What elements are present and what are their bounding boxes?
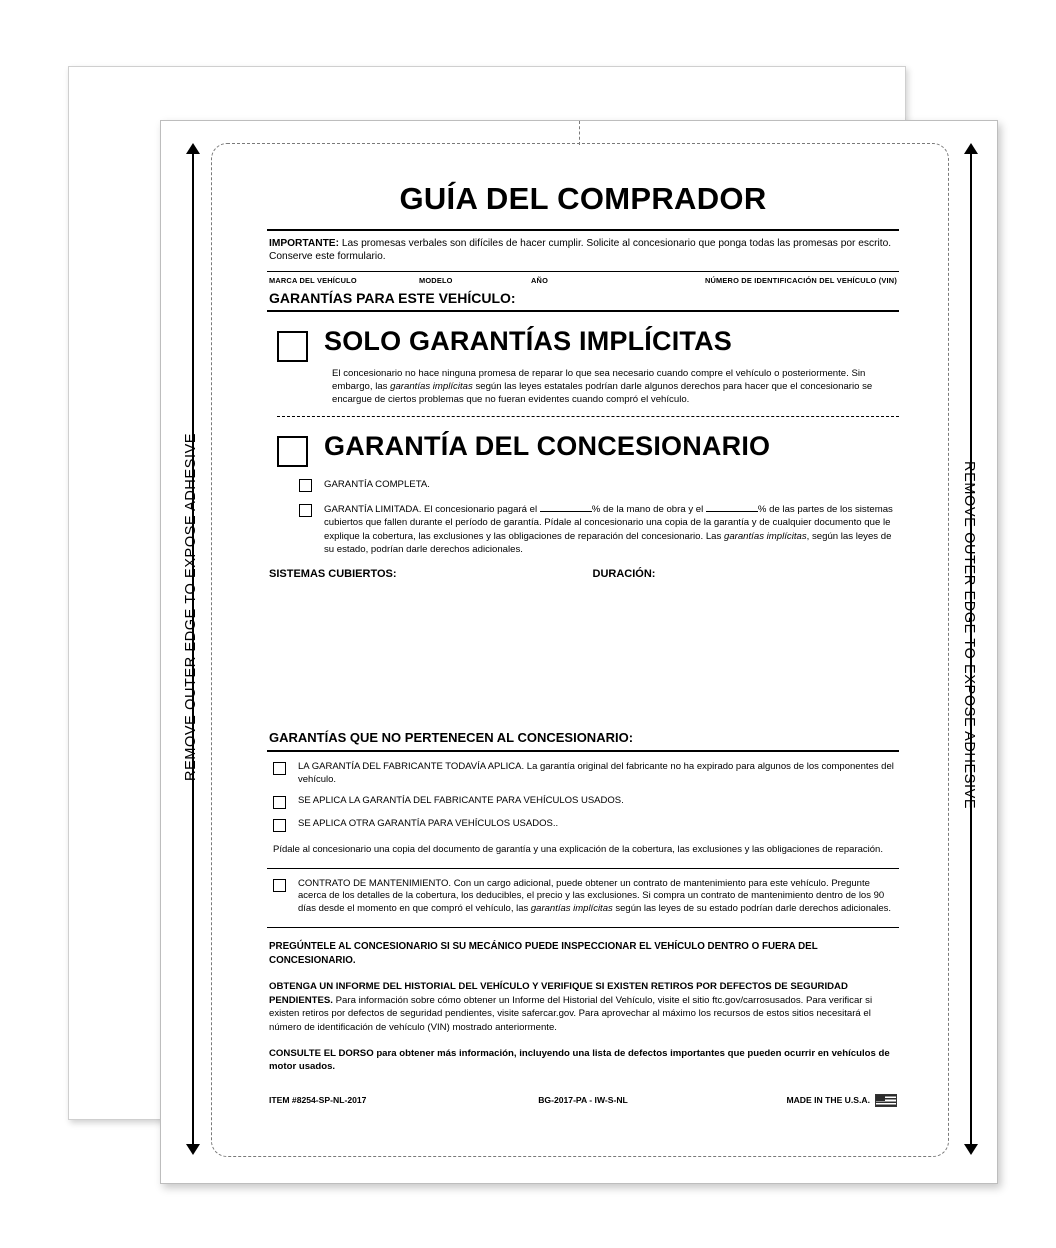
checkbox-service-contract[interactable] bbox=[273, 879, 286, 892]
divider bbox=[267, 750, 899, 752]
right-rail-label: REMOVE OUTER EDGE TO EXPOSE ADHESIVE bbox=[961, 461, 977, 810]
divider bbox=[267, 868, 899, 869]
perforation-tick bbox=[579, 121, 581, 145]
limited-text-2: % de la mano de obra y el bbox=[591, 504, 706, 516]
service-contract-item[interactable] bbox=[267, 878, 899, 917]
parts-percent-blank[interactable] bbox=[706, 511, 758, 512]
back-side-note bbox=[267, 1047, 899, 1074]
item-number: ITEM #8254-SP-NL-2017 bbox=[269, 1095, 367, 1106]
option-limited-warranty[interactable] bbox=[277, 503, 899, 555]
option-dealer-label: GARANTÍA DEL CONCESIONARIO bbox=[324, 431, 771, 462]
service-italic: garantías implícitas bbox=[530, 903, 613, 915]
checkbox-manufacturer-used-warranty[interactable] bbox=[273, 796, 286, 809]
label-year: AÑO bbox=[531, 275, 549, 285]
label-model: MODELO bbox=[419, 275, 453, 285]
limited-text-3: % de las partes de los sistemas cubiertos que fallen durante el período de garantía. Pídale al concesionario una copia de la garantía y de cualquier documento que le explique la cobertura, las exclusiones y las obligaciones de reparación del concesionario. Las bbox=[324, 504, 893, 542]
made-in-usa bbox=[687, 1094, 897, 1107]
non-dealer-warranties-heading: GARANTÍAS QUE NO PERTENECEN AL CONCESIONARIO: bbox=[269, 729, 634, 745]
service-text-2: según las leyes de su estado podrían darle derechos adicionales. bbox=[612, 903, 892, 915]
systems-covered-label: SISTEMAS CUBIERTOS: bbox=[269, 567, 397, 580]
limited-italic: garantías implícitas bbox=[723, 530, 807, 542]
arrow-down-icon bbox=[964, 1144, 978, 1155]
option-implied-description bbox=[277, 368, 899, 407]
divider bbox=[267, 927, 899, 928]
implied-text-1: El concesionario no hace ninguna promesa de reparar lo que sea necesario cuando compre el vehículo o posteriormente. Sin embargo, las bbox=[332, 367, 866, 392]
systems-duration-row bbox=[267, 568, 899, 580]
option-implied-label: SOLO GARANTÍAS IMPLÍCITAS bbox=[324, 325, 732, 356]
option-full-warranty[interactable] bbox=[277, 478, 899, 492]
footer bbox=[267, 1094, 899, 1107]
form-number: BG-2017-PA - IW-S-NL bbox=[538, 1095, 628, 1106]
history-note-rest: Para información sobre cómo obtener un Informe del Historial del Vehículo, visite el sitio ftc.gov/carrosusados. Para verificar si existen retiros por defectos de seguridad pendientes, visite safercar.gov. Para aprovechar al máximo los recursos de estos sitios necesitará el número de identificación de vehículo (VIN) mostrado anteriormente. bbox=[269, 994, 873, 1033]
arrow-down-icon bbox=[186, 1144, 200, 1155]
vehicle-history-note bbox=[267, 980, 899, 1034]
checkbox-manufacturer-warranty[interactable] bbox=[273, 762, 286, 775]
dashed-divider bbox=[277, 416, 899, 417]
warranties-heading: GARANTÍAS PARA ESTE VEHÍCULO: bbox=[269, 289, 516, 306]
back-note-bold: CONSULTE EL DORSO bbox=[269, 1047, 374, 1059]
limited-text-4: , según las leyes de su estado, podrían darle derechos adicionales. bbox=[324, 530, 892, 555]
checkbox-other-used-warranty[interactable] bbox=[273, 819, 286, 832]
limited-text-1: GARANTÍA LIMITADA. El concesionario pagará el bbox=[324, 504, 540, 516]
mechanic-inspection-note: PREGÚNTELE AL CONCESIONARIO SI SU MECÁNICO PUEDE INSPECCIONAR EL VEHÍCULO DENTRO O FUERA DEL CONCESIONARIO. bbox=[269, 941, 818, 966]
limited-warranty-text bbox=[324, 503, 899, 555]
systems-write-in-area[interactable] bbox=[267, 580, 899, 730]
list-item[interactable] bbox=[267, 795, 899, 809]
checkbox-dealer-warranty[interactable] bbox=[277, 436, 308, 467]
implied-italic: garantías implícitas bbox=[390, 380, 473, 392]
duration-label: DURACIÓN: bbox=[592, 567, 656, 580]
implied-text-2: según las leyes estatales podrían darle algunos derechos para hacer que el concesionario se encargue de ciertos problemas que no fueran evidentes cuando compró el vehículo. bbox=[332, 380, 873, 405]
important-notice bbox=[267, 231, 899, 271]
divider bbox=[267, 310, 899, 312]
important-label: IMPORTANTE: bbox=[269, 238, 339, 249]
usa-flag-icon bbox=[875, 1094, 897, 1107]
checkbox-full-warranty[interactable] bbox=[299, 479, 312, 492]
checkbox-implied-warranties[interactable] bbox=[277, 331, 308, 362]
item-label: LA GARANTÍA DEL FABRICANTE TODAVÍA APLICA. La garantía original del fabricante no ha expirado para algunos de los componentes del vehículo. bbox=[298, 760, 894, 785]
full-warranty-label: GARANTÍA COMPLETA. bbox=[324, 479, 430, 491]
list-item[interactable] bbox=[267, 761, 899, 787]
history-note-bold: OBTENGA UN INFORME DEL HISTORIAL DEL VEHÍCULO Y VERIFIQUE SI EXISTEN RETIROS POR DEFECTOS DE SEGURIDAD PENDIENTES. bbox=[269, 981, 848, 1006]
item-label: SE APLICA OTRA GARANTÍA PARA VEHÍCULOS USADOS.. bbox=[298, 818, 559, 830]
right-adhesive-rail bbox=[961, 143, 981, 1155]
page-title: GUÍA DEL COMPRADOR bbox=[399, 181, 767, 216]
label-make: MARCA DEL VEHÍCULO bbox=[269, 275, 357, 285]
buyers-guide-form bbox=[160, 120, 998, 1184]
list-item[interactable] bbox=[267, 818, 899, 832]
label-vin: NÚMERO DE IDENTIFICACIÓN DEL VEHÍCULO (VIN) bbox=[704, 275, 897, 285]
option-dealer-warranty[interactable] bbox=[277, 433, 899, 467]
copy-request-note: Pídale al concesionario una copia del documento de garantía y una explicación de la cobertura, las exclusiones y las obligaciones de reparación. bbox=[273, 844, 883, 856]
warranty-options bbox=[267, 325, 899, 556]
item-label: SE APLICA LA GARANTÍA DEL FABRICANTE PARA VEHÍCULOS USADOS. bbox=[298, 795, 624, 807]
service-contract-text bbox=[298, 878, 899, 917]
back-note-rest: para obtener más información, incluyendo una lista de defectos importantes que pueden ocurrir en vehículos de motor usados. bbox=[269, 1047, 890, 1073]
left-rail-label: REMOVE OUTER EDGE TO EXPOSE ADHESIVE bbox=[183, 432, 199, 781]
made-in-usa-label: MADE IN THE U.S.A. bbox=[786, 1095, 870, 1106]
checkbox-limited-warranty[interactable] bbox=[299, 504, 312, 517]
important-text: Las promesas verbales son difíciles de hacer cumplir. Solicite al concesionario que ponga todas las promesas por escrito. Conserve este formulario. bbox=[269, 238, 892, 263]
labor-percent-blank[interactable] bbox=[540, 511, 592, 512]
vehicle-field-labels bbox=[267, 272, 899, 287]
option-implied-warranties[interactable] bbox=[277, 325, 899, 362]
service-text-1: CONTRATO DE MANTENIMIENTO. Con un cargo adicional, puede obtener un contrato de mantenimiento para este vehículo. Pregunte acerca de los detalles de la cobertura, los deducibles, el precio y las exclusiones. Si compra un contrato de mantenimiento dentro de los 90 días desde el momento en que compró el vehículo, las bbox=[298, 877, 885, 915]
left-adhesive-rail bbox=[183, 143, 203, 1155]
document-body bbox=[267, 181, 899, 1107]
